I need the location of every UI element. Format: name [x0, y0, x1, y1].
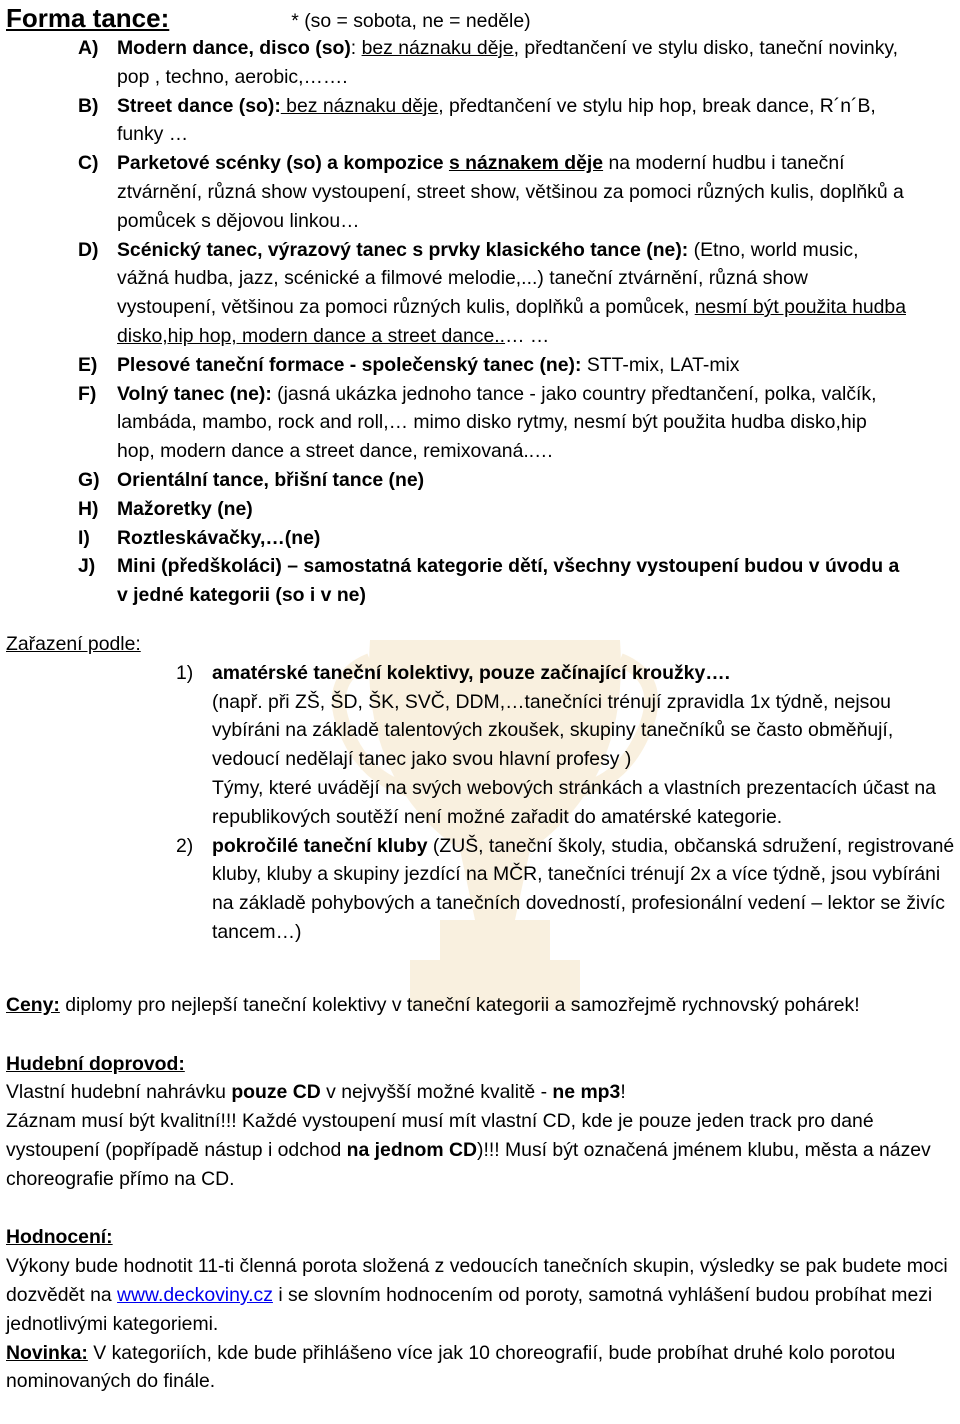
- categories-list: [6, 659, 960, 947]
- text-run: Volný tanec (ne):: [117, 382, 272, 405]
- zarazeni-label: Zařazení podle:: [6, 632, 141, 655]
- list-marker: H): [78, 497, 99, 520]
- dance-form-text: [117, 34, 907, 92]
- text-run: Modern dance, disco (so): [117, 37, 351, 59]
- list-marker: E): [78, 353, 98, 376]
- text-run: :: [350, 37, 362, 59]
- list-marker: J): [78, 555, 96, 578]
- text-run: ne mp3: [552, 1081, 621, 1104]
- hudebni-label: Hudební doprovod:: [6, 1052, 185, 1075]
- text-run: Záznam musí být kvalitní!!! Každé vystoupení musí mít vlastní CD, kde je pouze jeden track pro dané vystoupení (popřípadě nástup i odchod: [6, 1110, 874, 1161]
- text-run: Roztleskávačky,…(ne): [117, 526, 321, 549]
- dance-form-text: [117, 149, 907, 235]
- novinka-body: V kategoriích, kde bude přihlášeno více jak 10 choreografií, bude probíhat druhé kolo porotou nominovaných do finále.: [6, 1341, 896, 1393]
- ceny-section: [6, 991, 960, 1020]
- dance-form-text: [117, 236, 907, 351]
- dance-form-item: [6, 495, 960, 524]
- dance-form-item: [6, 34, 960, 92]
- text-run: Parketové scénky (so) a kompozice: [117, 152, 449, 175]
- text-run: Týmy, které uvádějí na svých webových stránkách a vlastních prezentacích účast na republikových soutěží není možné zařadit do amatérské kategorie.: [212, 776, 936, 828]
- dance-form-text: [117, 495, 907, 524]
- text-run: Street dance (so):: [117, 94, 281, 117]
- text-run: nesmí být použita hudba disko,hip hop, modern dance a street dance..: [117, 296, 906, 347]
- ceny-text: diplomy pro nejlepší taneční kolektivy v taneční kategorii a samozřejmě rychnovský pohárek!: [59, 993, 860, 1016]
- category-text: [212, 659, 960, 832]
- dance-form-text: [117, 552, 907, 610]
- dance-form-text: [117, 524, 907, 553]
- hodnoceni-section: [6, 1223, 960, 1396]
- category-item: [6, 659, 960, 832]
- dance-form-item: [6, 524, 960, 553]
- text-run: Scénický tanec, výrazový tanec s prvky klasického tance (ne):: [117, 238, 689, 261]
- hodnoceni-text-before: Výkony bude hodnotit 11-ti členná porota složená z vedoucích tanečních skupin, výsledky se pak budete moci dozvědět na: [6, 1255, 948, 1307]
- title-line: [6, 4, 960, 34]
- text-run: (jasná ukázka jednoho tance - jako country předtančení, polka, valčík, lambáda, mambo, rock and roll,… mimo disko rytmy, nesmí být použita hudba disko,hip hop, modern dance a street dance, remixovaná..…: [117, 382, 877, 463]
- text-run: … …: [505, 324, 550, 347]
- text-run: na moderní hudbu i taneční ztvárnění, různá show vystoupení, street show, většinou za pomoci různých kulis, doplňků a pomůcek s dějovou linkou…: [117, 152, 904, 232]
- text-run: (Etno, world music, vážná hudba, jazz, scénické a filmové melodie,...) taneční ztvárnění, různá show vystoupení, většinou za pomoci různých kulis, doplňků a pomůcek,: [117, 238, 859, 319]
- list-marker: C): [78, 152, 99, 175]
- text-run: , předtančení ve stylu disko, taneční novinky, pop , techno, aerobic,…….: [117, 37, 899, 88]
- hodnoceni-label: Hodnocení:: [6, 1226, 113, 1249]
- text-run: na jednom CD: [346, 1138, 478, 1161]
- list-marker: 1): [176, 661, 194, 684]
- list-marker: B): [78, 94, 99, 117]
- text-run: pokročilé taneční kluby: [212, 834, 428, 857]
- text-run: Plesové taneční formace - společenský tanec (ne):: [117, 353, 582, 376]
- list-marker: G): [78, 468, 100, 491]
- title-note: * (so = sobota, ne = neděle): [291, 10, 531, 32]
- text-run: , předtančení ve stylu hip hop, break dance, R´n´B, funky …: [117, 94, 876, 146]
- text-run: !: [620, 1081, 626, 1104]
- dance-form-text: [117, 380, 907, 466]
- dance-form-item: [6, 552, 960, 610]
- dance-form-text: [117, 92, 907, 150]
- text-run: (např. při ZŠ, ŠD, ŠK, SVČ, DDM,…tanečníci trénují zpravidla 1x týdně, nejsou vybíráni na základě talentových zkoušek, skupiny tanečníků se často obměňují, vedoucí nedělají tanec jako svou hlavní profesy ): [212, 690, 894, 771]
- dance-form-text: [117, 351, 907, 380]
- list-marker: 2): [176, 834, 194, 857]
- novinka-label: Novinka:: [6, 1341, 88, 1364]
- text-run: Orientální tance, břišní tance (ne): [117, 468, 425, 491]
- hodnoceni-text-after: i se slovním hodnocením od poroty, samotná vyhlášení budou probíhat mezi jednotlivými kategoriemi.: [6, 1284, 933, 1335]
- text-run: Mažoretky (ne): [117, 497, 253, 520]
- text-run: pouze CD: [231, 1081, 321, 1104]
- text-run: Vlastní hudební nahrávku: [6, 1081, 232, 1104]
- deckoviny-link[interactable]: www.deckoviny.cz: [117, 1284, 273, 1307]
- novinka-text: [6, 1339, 960, 1397]
- page-title: Forma tance:: [6, 3, 170, 33]
- dance-form-item: [6, 149, 960, 235]
- category-item: [6, 832, 960, 947]
- text-run: (ZUŠ, taneční školy, studia, občanská sdružení, registrované kluby, kluby a skupiny jezdící na MČR, tanečníci trénují 2x a více týdně, jsou vybíráni na základě pohybových a tanečních dovedností, profesionální vedení – lektor se živíc tancem…): [212, 834, 955, 943]
- dance-form-item: [6, 236, 960, 351]
- dance-forms-list: [6, 34, 960, 610]
- hudebni-section: [6, 1050, 960, 1194]
- dance-form-item: [6, 380, 960, 466]
- dance-form-item: [6, 351, 960, 380]
- hodnoceni-text: [6, 1252, 960, 1338]
- text-run: bez náznaku děje: [361, 37, 514, 59]
- text-run: v nejvyšší možné kvalitě -: [320, 1081, 553, 1104]
- text-run: amatérské taneční kolektivy, pouze začínající kroužky….: [212, 661, 731, 684]
- hudebni-line-1: [6, 1078, 960, 1107]
- list-marker: I): [78, 526, 90, 549]
- list-marker: F): [78, 382, 97, 405]
- text-run: s náznakem děje: [448, 152, 604, 175]
- dance-form-item: [6, 466, 960, 495]
- list-marker: A): [78, 37, 99, 59]
- text-run: )!!! Musí být označená jménem klubu, města a název choreografie přímo na CD.: [6, 1138, 931, 1190]
- dance-form-text: [117, 466, 907, 495]
- category-text: [212, 832, 960, 947]
- list-marker: D): [78, 238, 99, 261]
- text-run: bez náznaku děje: [280, 94, 439, 117]
- dance-form-item: [6, 92, 960, 150]
- hudebni-line-2: [6, 1107, 960, 1193]
- text-run: Mini (předškoláci) – samostatná kategorie dětí, všechny vystoupení budou v úvodu a v jedné kategorii (so i v ne): [117, 555, 900, 607]
- text-run: STT-mix, LAT-mix: [581, 353, 740, 376]
- ceny-label: Ceny:: [6, 993, 60, 1016]
